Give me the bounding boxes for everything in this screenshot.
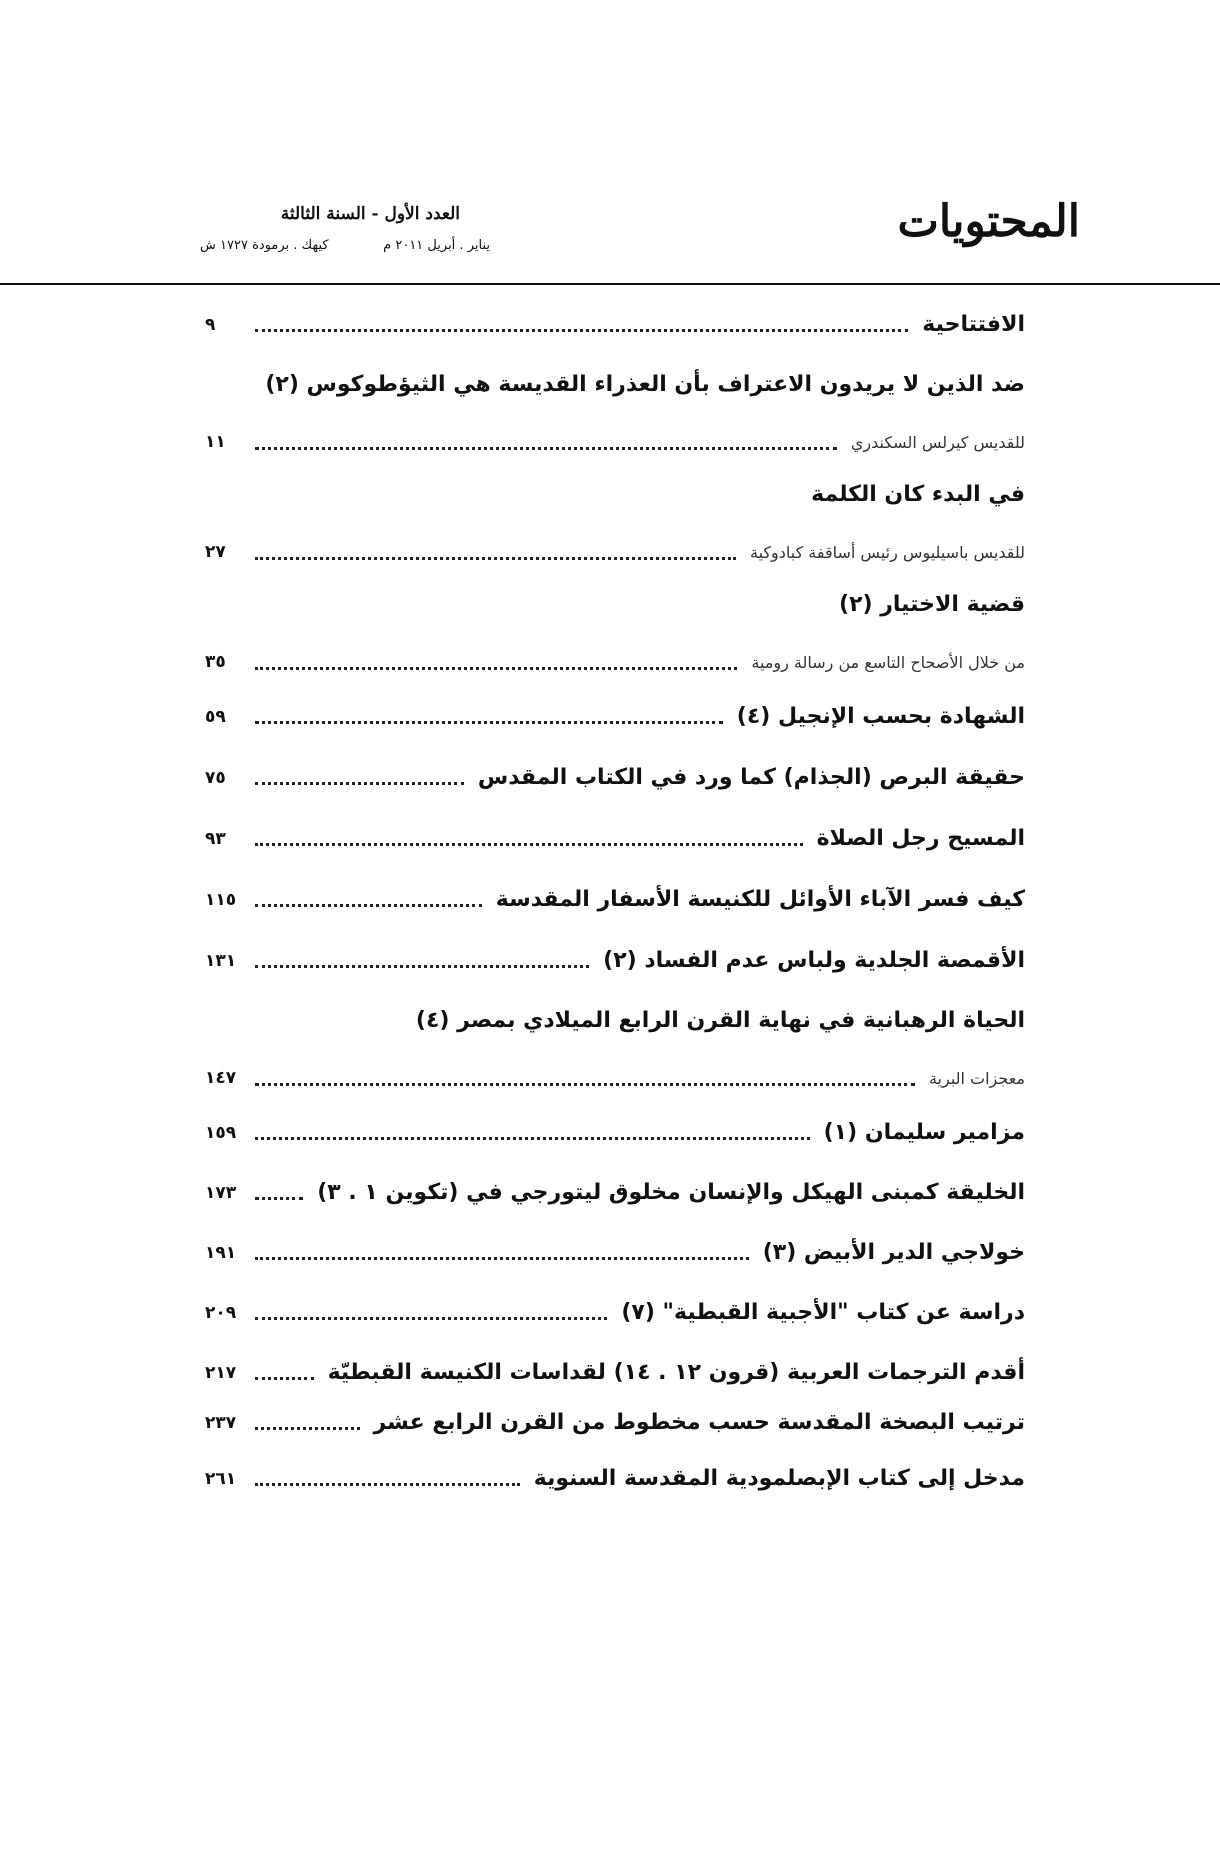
- toc-entry: [205, 1180, 1025, 1205]
- issue-info: العدد الأول - السنة الثالثة: [280, 204, 460, 224]
- toc-entry-title: في البدء كان الكلمة: [811, 482, 1025, 507]
- toc-entry-title: المسيح رجل الصلاة: [816, 826, 1025, 851]
- toc-entry-page: ٩: [205, 314, 216, 335]
- toc-entry-page: ٥٩: [205, 706, 226, 727]
- toc-heading: [205, 372, 1025, 397]
- toc-entry: [205, 1300, 1025, 1325]
- toc-entry-title: الشهادة بحسب الإنجيل (٤): [736, 704, 1025, 729]
- toc-entry: [205, 1360, 1025, 1385]
- toc-heading: [205, 482, 1025, 507]
- toc-entry-title: دراسة عن كتاب "الأجبية القبطية" (٧): [621, 1300, 1025, 1325]
- toc-entry: [205, 1240, 1025, 1265]
- toc-leader: [255, 1427, 360, 1430]
- toc-entry-page: ١١: [205, 432, 226, 452]
- toc-leader: [255, 782, 464, 785]
- toc-entry: [205, 542, 1025, 562]
- toc-leader: [255, 1317, 607, 1320]
- toc-leader: [255, 667, 737, 670]
- toc-leader: [255, 965, 589, 968]
- toc-leader: [255, 1257, 749, 1260]
- toc-leader: [255, 721, 723, 724]
- toc-leader: [255, 1483, 520, 1486]
- toc-entry-page: ١٤٧: [205, 1068, 237, 1088]
- toc-leader: [255, 557, 736, 560]
- toc-entry-title: كيف فسر الآباء الأوائل للكنيسة الأسفار المقدسة: [495, 887, 1025, 912]
- toc-entry-page: ٢٧: [205, 542, 226, 562]
- toc-entry-title: أقدم الترجمات العربية (قرون ١٢ . ١٤) لقداسات الكنيسة القبطيّة: [327, 1360, 1025, 1385]
- toc-entry-page: ١١٥: [205, 889, 237, 910]
- toc-entry-page: ٧٥: [205, 767, 226, 788]
- date-gregorian: يناير . أبريل ٢٠١١ م: [383, 238, 490, 253]
- toc-leader: [255, 1083, 915, 1086]
- toc-leader: [255, 1197, 303, 1200]
- toc-entry-page: ١٣١: [205, 950, 237, 971]
- toc-leader: [255, 1377, 314, 1380]
- toc-leader: [255, 843, 803, 846]
- toc-entry: [205, 432, 1025, 452]
- toc-leader: [255, 447, 837, 450]
- toc-entry: [205, 312, 1025, 337]
- toc-entry-page: ١٥٩: [205, 1122, 237, 1143]
- toc-heading: [205, 592, 1025, 617]
- toc-entry-title: للقديس باسيليوس رئيس أساقفة كبادوكية: [750, 542, 1025, 562]
- toc-entry: [205, 652, 1025, 672]
- toc-entry-title: حقيقة البرص (الجذام) كما ورد في الكتاب المقدس: [477, 765, 1025, 790]
- toc-entry: [205, 1120, 1025, 1145]
- toc-entry-title: ضد الذين لا يريدون الاعتراف بأن العذراء القديسة هي الثيؤطوكوس (٢): [265, 372, 1025, 397]
- toc-entry-title: ترتيب البصخة المقدسة حسب مخطوط من القرن الرابع عشر: [373, 1410, 1025, 1435]
- toc-entry-page: ١٧٣: [205, 1182, 237, 1203]
- toc-entry-title: مزامير سليمان (١): [823, 1120, 1025, 1145]
- toc-entry: [205, 704, 1025, 729]
- toc-entry-title: الافتتاحية: [922, 312, 1025, 337]
- date-coptic: كيهك . برمودة ١٧٢٧ ش: [200, 238, 329, 253]
- toc-entry-title: للقديس كيرلس السكندري: [850, 432, 1025, 452]
- toc-entry: [205, 887, 1025, 912]
- toc-entry-page: ٢١٧: [205, 1362, 237, 1383]
- toc-entry-title: خولاجي الدير الأبيض (٣): [762, 1240, 1025, 1265]
- toc-leader: [255, 329, 908, 332]
- toc-entry: [205, 948, 1025, 973]
- toc-heading: [205, 1008, 1025, 1033]
- toc-entry-title: الحياة الرهبانية في نهاية القرن الرابع الميلادي بمصر (٤): [415, 1008, 1025, 1033]
- toc-leader: [255, 904, 482, 907]
- toc-entry: [205, 1466, 1025, 1491]
- toc-entry-title: الأقمصة الجلدية ولباس عدم الفساد (٢): [603, 948, 1025, 973]
- toc-entry: [205, 826, 1025, 851]
- toc-entry-page: ٣٥: [205, 652, 226, 672]
- toc-entry-title: الخليقة كمبنى الهيكل والإنسان مخلوق ليتورجي في (تكوين ١ . ٣): [317, 1180, 1025, 1205]
- toc-entry-page: ١٩١: [205, 1242, 237, 1263]
- toc-entry-title: من خلال الأصحاح التاسع من رسالة رومية: [751, 652, 1025, 672]
- toc-entry-page: ٢٦١: [205, 1468, 237, 1489]
- page-title: المحتويات: [897, 196, 1080, 247]
- toc-entry-page: ٢٣٧: [205, 1412, 237, 1433]
- toc-entry: [205, 765, 1025, 790]
- toc-entry: [205, 1068, 1025, 1088]
- toc-entry-title: قضية الاختيار (٢): [839, 592, 1025, 617]
- toc-entry-title: مدخل إلى كتاب الإبصلمودية المقدسة السنوية: [533, 1466, 1025, 1491]
- toc-entry-title: معجزات البرية: [928, 1068, 1025, 1088]
- toc-leader: [255, 1137, 810, 1140]
- toc-entry-page: ٩٣: [205, 828, 226, 849]
- toc-entry-page: ٢٠٩: [205, 1302, 237, 1323]
- toc-entry: [205, 1410, 1025, 1435]
